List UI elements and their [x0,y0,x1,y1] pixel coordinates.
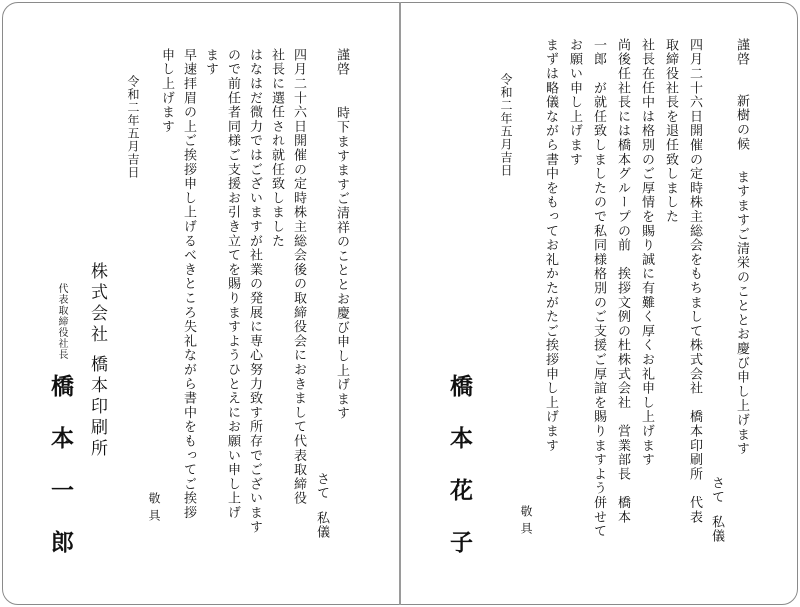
left-company-name: 橋本印刷所 [87,355,107,460]
right-body-line-4: 尚後任社長には橋本グループの前 挨拶文例の杜株式会社 営業部長 橋本 [615,38,630,525]
right-closing: 敬具 [519,505,533,539]
right-body-line-5: 一郎 が就任致しましたので私同様格別のご支援ご厚誼を賜りますよう併せて [591,38,606,539]
right-sate: さて [709,476,724,505]
left-closing: 敬具 [147,492,161,526]
left-body-line-5: ます [203,48,218,77]
left-body-line-6: 早速拝眉の上ご挨拶申し上げるべきところ失礼ながら書中をもってご挨拶 [181,48,196,520]
right-body-line-2: 取締役社長を退任致しました [663,38,678,224]
right-body-line-1: 四月二十六日開催の定時株主総会をもちまして株式会社 橋本印刷所 代表 [687,38,702,525]
right-season-greeting: 新樹の候 [734,94,749,152]
page-fold-divider [399,2,401,605]
left-heading: 謹啓 [334,48,349,77]
left-body-line-4: ので前任者同様ご支援お引き立てを賜りますようひとえにお願い申し上げ [225,48,240,520]
left-date: 令和二年五月吉日 [126,75,140,179]
right-body-line-3: 社長在任中は格別のご厚情を賜り誠に有難く厚くお礼申し上げます [639,38,654,467]
left-company-name-prefix: 株式会社 [87,262,107,346]
left-body-line-7: 申し上げます [159,48,174,134]
right-greeting: ますますご清栄のこととお慶び申し上げます [734,170,749,456]
right-body-line-7: まずは略儀ながら書中をもってお礼かたがたご挨拶申し上げます [543,38,558,453]
left-greeting: 時下ますますご清祥のこととお慶び申し上げます [334,106,349,421]
left-sate: さて [314,472,329,501]
left-watakushi: 私儀 [314,511,329,540]
left-signer-title: 代表取締役社長 [56,283,67,360]
left-signer-name: 橋本一郎 [47,374,74,582]
left-body-line-2: 社長に選任され就任致しました [269,48,284,249]
left-body-line-1: 四月二十六日開催の定時株主総会後の取締役会におきまして代表取締役 [291,48,306,506]
left-body-line-3: はなはだ微力ではございますが社業の発展に専心努力致す所存でございます [247,48,262,535]
right-heading: 謹啓 [734,38,749,67]
right-signer-name: 橋本花子 [446,374,473,582]
right-date: 令和二年五月吉日 [499,73,513,177]
right-body-line-6: お願い申し上げます [567,38,582,167]
right-watakushi: 私儀 [709,515,724,544]
